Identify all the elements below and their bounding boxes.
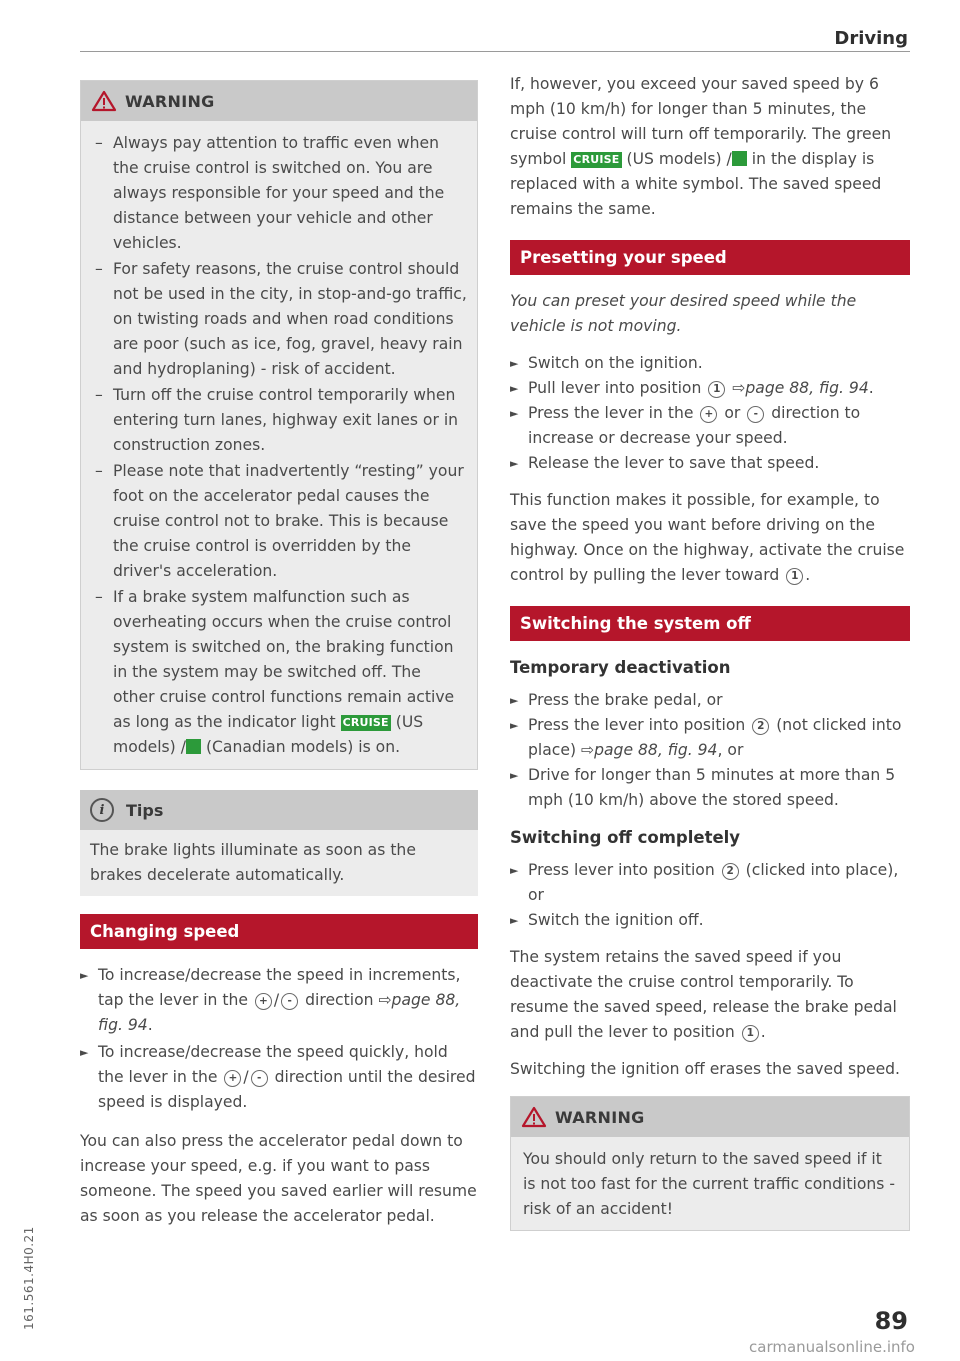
paragraph [510,945,910,1045]
warning-item: – Please note that inadvertently “resting” your foot on the accelerator pedal causes the cruise control not to brake. This is because the cruise control is overridden by the driver's acceleration. [93,459,467,584]
document-code [22,1190,42,1330]
list-item-text: (not clicked into place) [528,716,902,759]
warning-item-text: (US models) / [113,713,424,756]
header-rule [80,51,910,52]
list-item: ► Switch the ignition off. [510,908,910,933]
arrow-icon: ⇨ [581,741,595,759]
warning-item: – For safety reasons, the cruise control should not be used in the city, in stop-and-go traffic, on twisting roads and when road conditions are poor (such as ice, fog, gravel, heavy rain and hydroplaning) - risk of accident. [93,257,467,382]
cruise-canada-indicator-icon [732,151,747,166]
list-item-text: To increase/decrease the speed in increments, tap the lever in the [98,966,461,1009]
section-header: Driving [834,28,908,49]
list-item-text: Press the lever in the [528,404,694,422]
list-item: ► Switch on the ignition. [510,351,910,376]
minus-symbol: - [251,1070,268,1087]
page-reference-link[interactable]: page 88, fig. 94 [745,379,869,397]
list-item-text: , or [717,741,744,759]
paragraph: Switching the ignition off erases the saved speed. [510,1060,901,1078]
warning-item: – Always pay attention to traffic even when the cruise control is switched on. You are always responsible for your speed and the distance between your vehicle and other vehicles. [93,131,467,256]
period-text: . [805,566,811,584]
warning-header [81,81,477,121]
warning-item-text: If a brake system malfunction such as overheating occurs when the cruise control system is switched on, the braking function in the system may be switched off. The other cruise control functions remain active as long as the indicator light [113,588,455,731]
subheading-completely: Switching off completely [510,828,741,847]
document-code-text: 161.561.4H0.21 [22,1226,36,1330]
page-reference-link[interactable]: page 88, fig. 94 [594,741,718,759]
position-2-symbol: 2 [722,863,739,880]
paragraph-text: (US models) / [626,150,732,168]
paragraph [510,72,910,222]
position-1-symbol: 1 [742,1025,759,1042]
list-item [80,1040,478,1115]
cruise-indicator-icon: CRUISE [573,153,620,166]
intro-text: You can preset your desired speed while the vehicle is not moving. [510,292,857,335]
watermark: carmanualsonline.info [749,1338,915,1356]
arrow-icon: ⇨ [732,379,746,397]
period-text: . [760,1023,766,1041]
list-item-text: direction [305,991,374,1009]
left-column [80,80,478,1241]
warning-box-2 [510,1096,910,1231]
section-heading-changing-speed: Changing speed [80,914,478,949]
warning-body: You should only return to the saved speed if it is not too fast for the current traffic conditions - risk of an accident! [523,1150,895,1218]
paragraph-text: in the display is replaced with a white symbol. The saved speed remains the same. [510,150,882,218]
cruise-indicator-icon: CRUISE [342,716,389,729]
plus-symbol: + [224,1070,241,1087]
list-item: ► Drive for longer than 5 minutes at more than 5 mph (10 km/h) above the stored speed. [510,763,910,813]
warning-title: WARNING [125,91,215,111]
paragraph-text: The system retains the saved speed if you deactivate the cruise control temporarily. To resume the saved speed, release the brake pedal and pull the lever to position [510,948,897,1041]
list-item: ► Press the brake pedal, or [510,688,910,713]
plus-symbol: + [700,406,717,423]
slash-text: / [243,1068,249,1086]
list-item-text: direction to increase or decrease your speed. [528,404,861,447]
list-item [510,713,910,763]
section-heading-switching-off: Switching the system off [510,606,910,641]
list-item: ► Release the lever to save that speed. [510,451,910,476]
list-item [80,963,478,1038]
info-icon: i [90,798,114,822]
paragraph: You can also press the accelerator pedal down to increase your speed, e.g. if you want to pass someone. The speed you saved earlier will resume as soon as you release the accelerator pedal. [80,1132,477,1225]
warning-title: WARNING [555,1107,645,1127]
slash-text: / [273,991,280,1009]
subheading-temporary: Temporary deactivation [510,658,731,677]
paragraph [510,488,910,588]
tips-title: Tips [126,800,164,820]
warning-triangle-icon [521,1106,547,1128]
paragraph-text: If, however, you exceed your saved speed by 6 mph (10 km/h) for longer than 5 minutes, the cruise control will turn off temporarily. The green symbol [510,75,892,168]
list-item-text: Pull lever into position [528,379,702,397]
warning-item [93,585,467,760]
warning-item-text: (Canadian models) is on. [205,738,401,756]
tips-box [80,790,478,896]
warning-triangle-icon [91,90,117,112]
position-1-symbol: 1 [708,381,725,398]
warning-header [511,1097,909,1137]
minus-symbol: - [281,993,298,1010]
position-1-symbol: 1 [786,568,803,585]
section-heading-presetting: Presetting your speed [510,240,910,275]
arrow-icon: ⇨ [378,991,392,1009]
period-text: . [147,1016,153,1034]
list-item-text: or [724,404,741,422]
tips-body: The brake lights illuminate as soon as the brakes decelerate automatically. [90,841,416,884]
minus-symbol: - [747,406,764,423]
list-item-text: Press the lever into position [528,716,746,734]
paragraph-text: This function makes it possible, for example, to save the speed you want before driving on the highway. Once on the highway, activate the cruise control by pulling the lever toward [510,491,905,584]
list-item-text: To increase/decrease the speed quickly, hold the lever in the [98,1043,448,1086]
page-reference-link[interactable]: page 88, fig. 94 [98,991,461,1034]
position-2-symbol: 2 [752,718,769,735]
cruise-canada-indicator-icon [186,739,201,754]
warning-body [81,121,477,769]
list-item-text: direction until the desired speed is displayed. [98,1068,476,1111]
list-item-text: (clicked into place), or [528,861,899,904]
warning-box [80,80,478,770]
warning-item: – Turn off the cruise control temporarily when entering turn lanes, highway exit lanes or in construction zones. [93,383,467,458]
list-item [510,401,910,451]
right-column [510,72,910,1231]
list-item-text: Press lever into position [528,861,715,879]
plus-symbol: + [255,993,272,1010]
list-item [510,858,910,908]
period-text: . [868,379,874,397]
page-number: 89 [874,1307,908,1335]
tips-header [80,790,478,830]
list-item [510,376,910,401]
